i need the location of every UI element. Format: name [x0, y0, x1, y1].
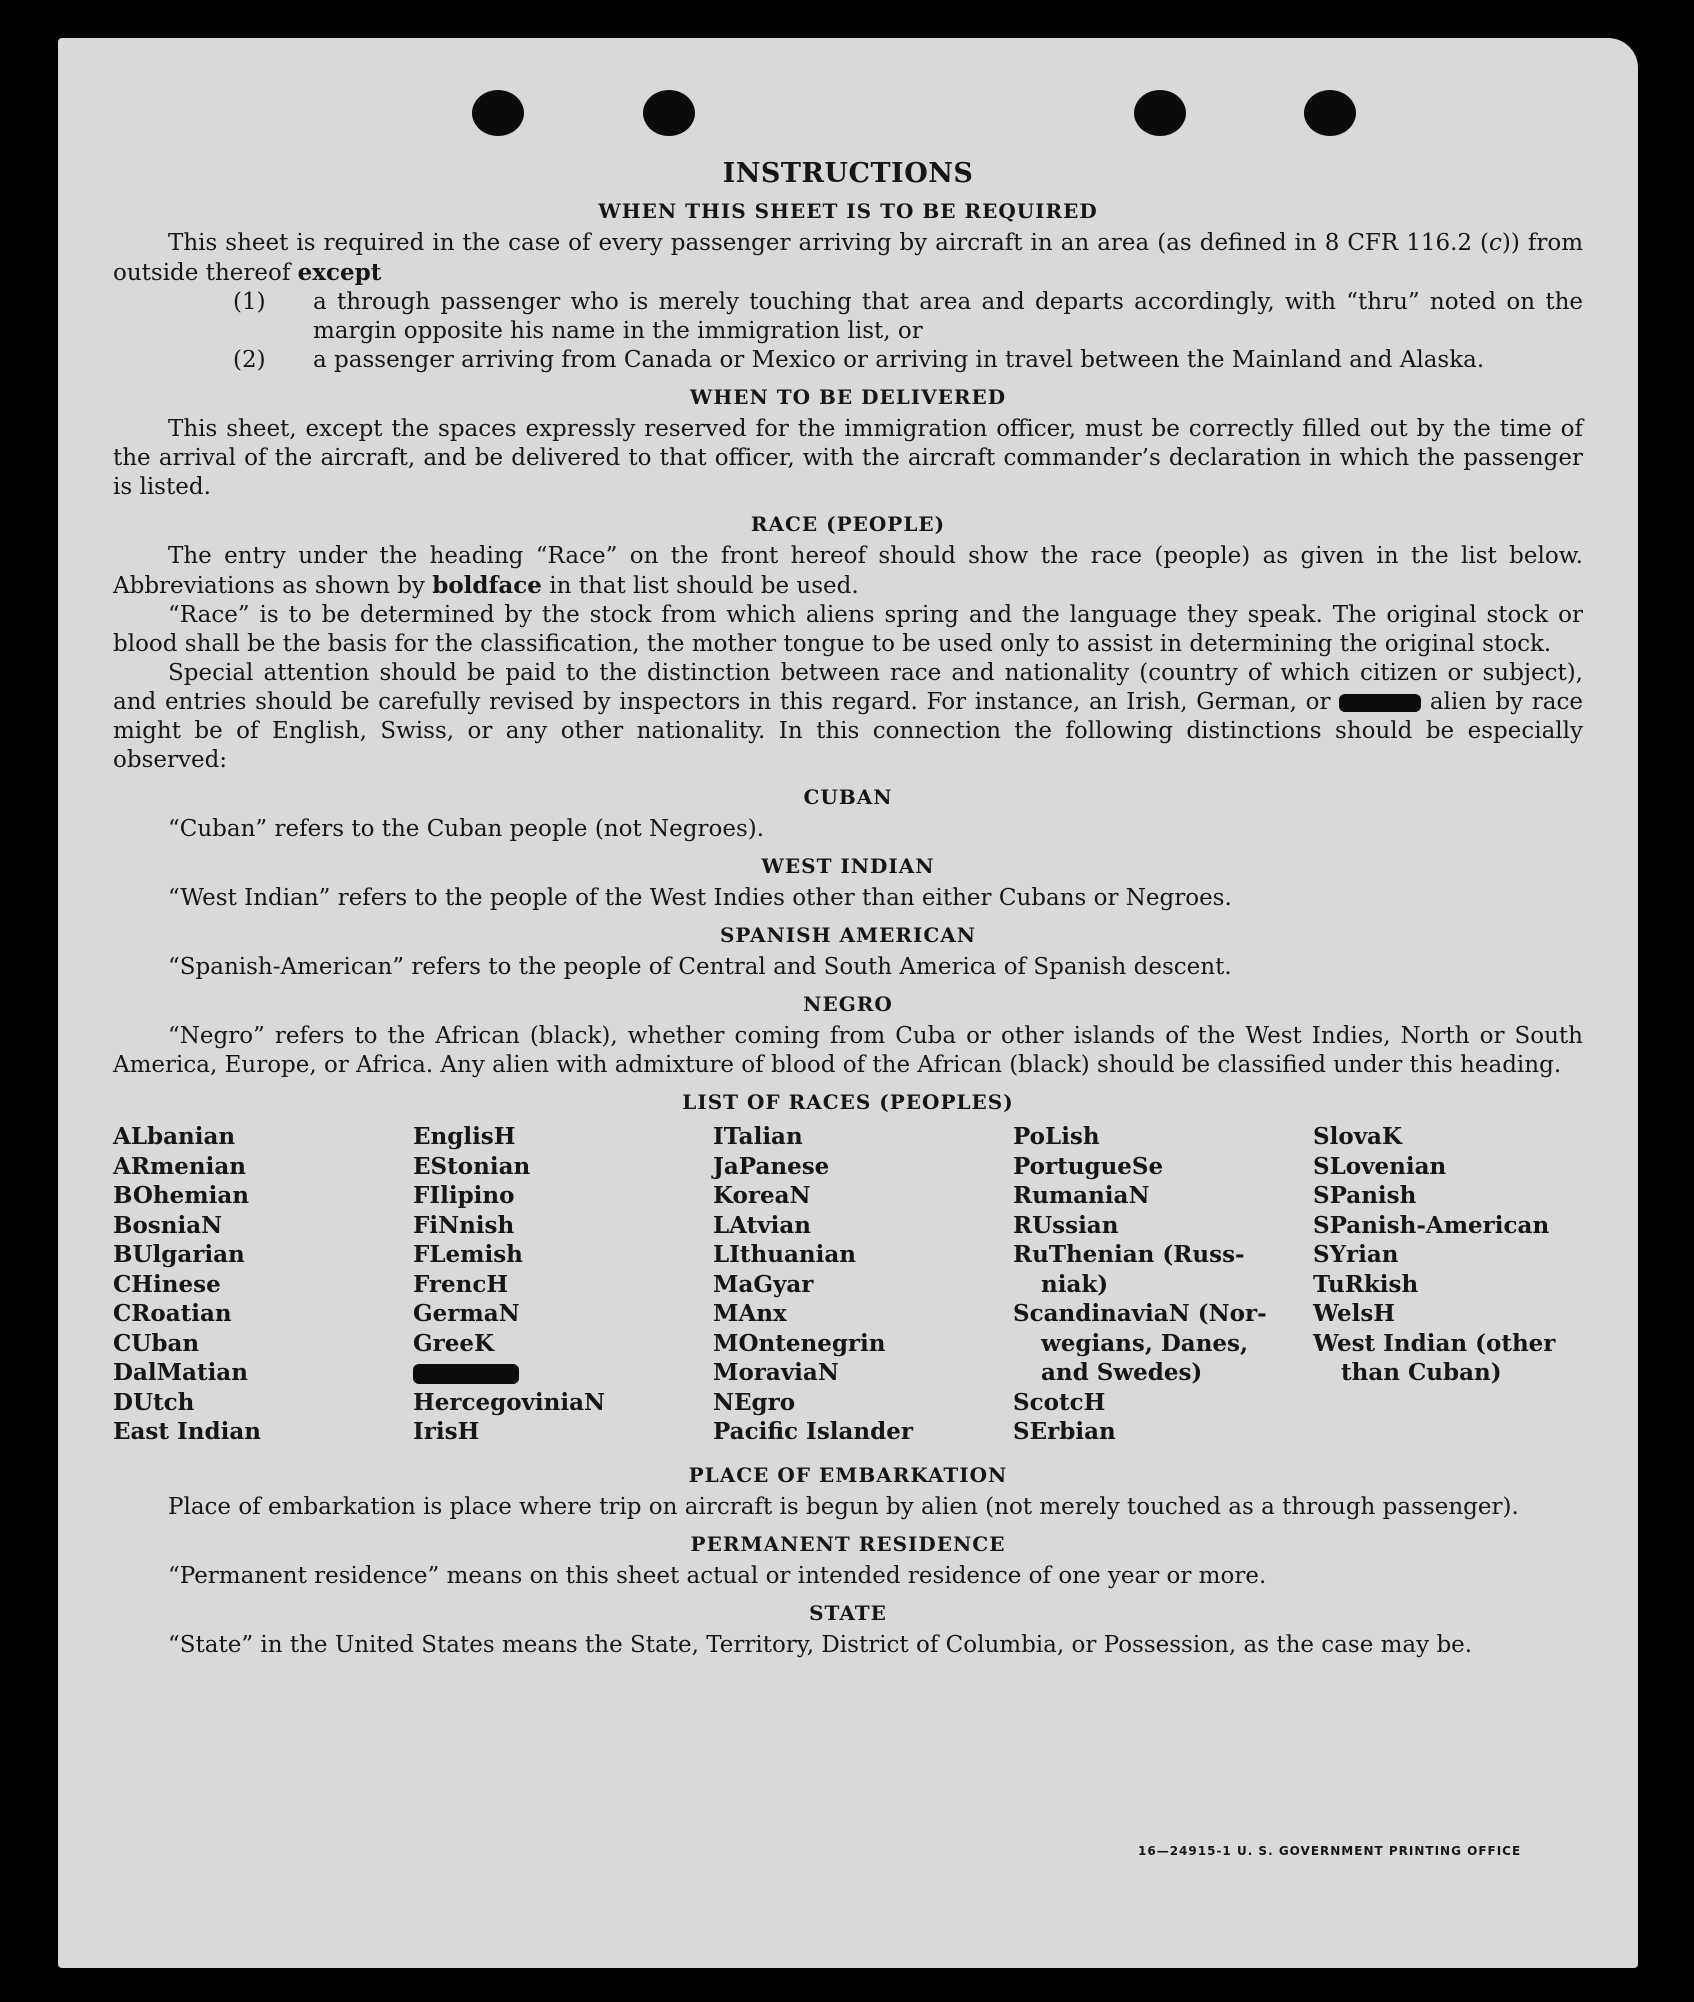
race-item: SPanish — [1313, 1182, 1417, 1209]
race-item: SPanish-American — [1313, 1211, 1550, 1239]
race-item: DalMatian — [113, 1359, 248, 1386]
race-item: PoLish — [1013, 1123, 1100, 1150]
race-item: HercegoviniaN — [413, 1388, 606, 1416]
race-item-redacted — [413, 1358, 683, 1388]
race-item-continued: niak) — [1041, 1270, 1109, 1298]
section-heading-west-indian: WEST INDIAN — [761, 854, 935, 878]
race-item: PortugueSe — [1013, 1152, 1164, 1180]
race-item: ALbanian — [113, 1123, 236, 1150]
negro-definition: “Negro” refers to the African (black), whether coming from Cuba or other islands of the West Indies, North or South America, Europe, or Africa. Any alien with admixture of blood of the African (black) should be classified under this heading. — [113, 1023, 1583, 1078]
race-column-5 — [1313, 1122, 1583, 1447]
race-item: ARmenian — [113, 1152, 247, 1180]
race-item-continued: and Swedes) — [1041, 1359, 1203, 1386]
race-column-2 — [413, 1122, 683, 1447]
section-heading-state: STATE — [809, 1600, 887, 1625]
cuban-definition: “Cuban” refers to the Cuban people (not Negroes). — [168, 816, 765, 842]
race-item: LAtvian — [713, 1211, 811, 1239]
race-list — [113, 1122, 1583, 1447]
section-heading-spanish-american: SPANISH AMERICAN — [719, 923, 977, 947]
punch-hole — [472, 90, 524, 136]
race-item: TuRkish — [1313, 1270, 1419, 1298]
race-item: MoraviaN — [713, 1359, 839, 1386]
section-heading-embarkation: PLACE OF EMBARKATION — [688, 1462, 1008, 1487]
race-item: MaGyar — [713, 1270, 814, 1298]
race-item: SErbian — [1013, 1418, 1116, 1445]
race-item: MOntenegrin — [713, 1329, 886, 1357]
race-item: West Indian (other — [1313, 1329, 1556, 1357]
race-column-1 — [113, 1122, 383, 1447]
race-item: FiNnish — [413, 1211, 515, 1239]
state-definition: “State” in the United States means the State, Territory, District of Columbia, or Possession, as the case may be. — [168, 1631, 1473, 1658]
race-item: EnglisH — [413, 1123, 516, 1150]
exception-item-2: (2) a passenger arriving from Canada or Mexico or arriving in travel between the Mainland and Alaska. — [233, 347, 1485, 373]
race-item: FrencH — [413, 1270, 509, 1298]
section-heading-list-of-races: LIST OF RACES (PEOPLES) — [682, 1090, 1014, 1114]
section-heading-cuban: CUBAN — [803, 785, 893, 809]
page-title: INSTRUCTIONS — [722, 158, 974, 189]
race-item: Pacific Islander — [713, 1418, 913, 1445]
redaction-mark — [413, 1364, 519, 1384]
west-indian-definition: “West Indian” refers to the people of the West Indies other than either Cubans or Negroes. — [168, 885, 1232, 911]
race-item: FLemish — [413, 1241, 523, 1268]
race-item-continued: than Cuban) — [1341, 1359, 1502, 1386]
race-item: East Indian — [113, 1418, 261, 1445]
document-page — [58, 38, 1638, 1968]
exception-item-1: (1) a through passenger who is merely touching that area and departs accordingly, with “thru” noted on the margin opposite his name in the immigration list, or — [233, 289, 1583, 344]
race-item: CUban — [113, 1329, 200, 1357]
race-item: ScotcH — [1013, 1388, 1106, 1416]
section-heading-race: RACE (PEOPLE) — [750, 512, 946, 536]
race-item-continued: wegians, Danes, — [1041, 1329, 1248, 1357]
race-item: JaPanese — [713, 1152, 830, 1180]
race-item: RUssian — [1013, 1211, 1119, 1239]
race-item: SlovaK — [1313, 1123, 1402, 1150]
race-item: RumaniaN — [1013, 1182, 1150, 1209]
section-heading-residence: PERMANENT RESIDENCE — [690, 1531, 1006, 1556]
race-item: BUlgarian — [113, 1241, 245, 1268]
punch-hole — [643, 90, 695, 136]
race-item: MAnx — [713, 1300, 787, 1327]
race-item: KoreaN — [713, 1182, 811, 1209]
embarkation-definition: Place of embarkation is place where trip on aircraft is begun by alien (not merely touched as a through passenger). — [168, 1493, 1519, 1520]
race-item: SLovenian — [1313, 1152, 1447, 1180]
race-item: RuThenian (Russ- — [1013, 1241, 1245, 1268]
requirement-paragraph: This sheet is required in the case of every passenger arriving by aircraft in an area (as defined in 8 CFR 116.2 (c)) from outside thereof except — [113, 230, 1584, 286]
residence-definition: “Permanent residence” means on this sheet actual or intended residence of one year or more. — [168, 1562, 1267, 1589]
race-item: WelsH — [1313, 1300, 1396, 1327]
race-item: NEgro — [713, 1388, 796, 1416]
redaction-mark — [1339, 694, 1421, 712]
race-item: BosniaN — [113, 1211, 223, 1239]
document-body — [113, 158, 1583, 1660]
race-item: SYrian — [1313, 1241, 1399, 1268]
race-column-4 — [1013, 1122, 1283, 1447]
race-item: EStonian — [413, 1152, 531, 1180]
race-item: BOhemian — [113, 1182, 249, 1209]
delivery-paragraph: This sheet, except the spaces expressly reserved for the immigration officer, must be correctly filled out by the time of the arrival of the aircraft, and be delivered to that officer, with the aircraft commander’s declaration in which the passenger is listed. — [113, 416, 1583, 500]
punch-hole — [1134, 90, 1186, 136]
section-heading-negro: NEGRO — [803, 992, 893, 1016]
race-paragraph-3: Special attention should be paid to the distinction between race and nationality (country of which citizen or subject), and entries should be carefully revised by inspectors in this regard. For instance, an Irish, German, or alien by race might be of English, Swiss, or any other nationality. In this connection the following distinctions should be especially observed: — [113, 660, 1583, 773]
spanish-american-definition: “Spanish-American” refers to the people of Central and South America of Spanish descent. — [168, 954, 1232, 980]
section-heading-delivered: WHEN TO BE DELIVERED — [689, 385, 1007, 409]
race-item: IrisH — [413, 1418, 480, 1445]
section-heading-required: WHEN THIS SHEET IS TO BE REQUIRED — [598, 199, 1098, 223]
race-item: DUtch — [113, 1388, 195, 1416]
race-item: LIthuanian — [713, 1241, 856, 1268]
print-office-code: 16—24915-1 U. S. GOVERNMENT PRINTING OFFICE — [1138, 1844, 1522, 1858]
race-item: CHinese — [113, 1270, 221, 1298]
race-item: ScandinaviaN (Nor- — [1013, 1300, 1267, 1327]
race-item: CRoatian — [113, 1300, 232, 1327]
race-paragraph-2: “Race” is to be determined by the stock from which aliens spring and the language they speak. The original stock or blood shall be the basis for the classification, the mother tongue to be used only to assist in determining the original stock. — [113, 602, 1583, 657]
race-item: ITalian — [713, 1123, 803, 1150]
punch-hole — [1304, 90, 1356, 136]
race-item: GreeK — [413, 1329, 495, 1357]
race-paragraph-1: The entry under the heading “Race” on the front hereof should show the race (people) as given in the list below. Abbreviations as shown by boldface in that list should be used. — [113, 543, 1583, 599]
race-column-3 — [713, 1122, 983, 1447]
race-item: FIlipino — [413, 1182, 515, 1209]
race-item: GermaN — [413, 1300, 520, 1327]
